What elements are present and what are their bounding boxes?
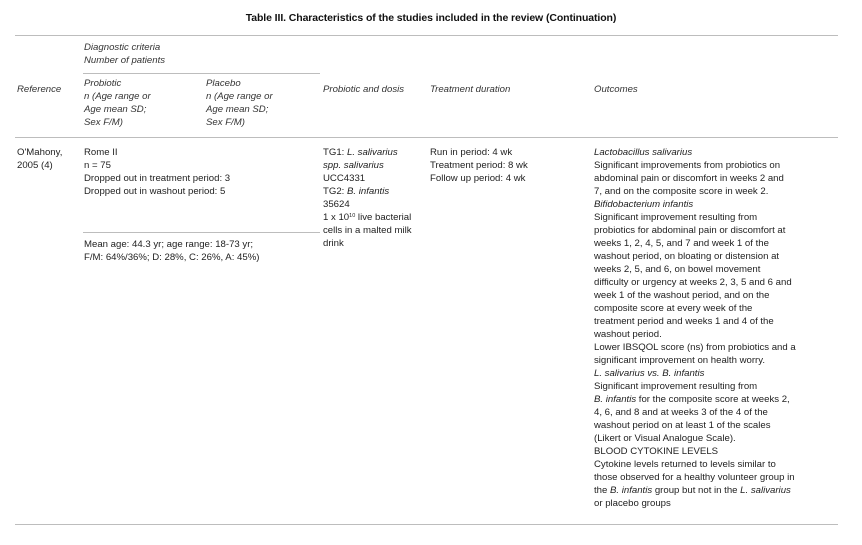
dosis-tg1-strain: UCC4331 xyxy=(323,173,366,184)
duration-line: Follow up period: 4 wk xyxy=(430,173,526,184)
header-probiotic-line: Age mean SD; xyxy=(84,104,147,115)
outcome-text: the xyxy=(594,485,611,496)
outcome-heading-text: Lactobacillus salivarius xyxy=(594,147,693,158)
outcome-line: washout period. xyxy=(594,329,662,340)
header-diagnostic-line1: Diagnostic criteria xyxy=(84,42,161,53)
header-subrule xyxy=(83,73,320,74)
outcome-line: significant improvement on health worry. xyxy=(594,355,765,366)
header-probiotic-dosis: Probiotic and dosis xyxy=(323,84,405,95)
outcome-line: abdominal pain or discomfort in weeks 2 and xyxy=(594,173,784,184)
header-treatment-duration: Treatment duration xyxy=(430,84,511,95)
outcome-heading-text: Bifidobacterium infantis xyxy=(594,199,694,210)
outcome-line: weeks 2, 5, and 6, on bowel movement xyxy=(594,264,761,275)
diagnostic-line: n = 75 xyxy=(84,160,111,171)
outcome-italic: B. infantis xyxy=(594,394,637,405)
outcome-line: week 1 of the washout period, and on the xyxy=(594,290,770,301)
outcome-heading xyxy=(594,198,796,211)
outcome-line: weeks 1, 2, 4, 5, and 7 and week 1 of the xyxy=(594,238,769,249)
header-diagnostic-criteria xyxy=(84,41,165,67)
header-placebo-line: n (Age range or xyxy=(206,91,273,102)
dosis-line2: cells in a malted milk xyxy=(323,225,412,236)
reference-line: O'Mahony, xyxy=(17,147,63,158)
cell-probiotic-dosis xyxy=(323,146,412,250)
dosis-tg1-sub xyxy=(323,159,412,172)
demographics-line: F/M: 64%/36%; D: 28%, C: 26%, A: 45%) xyxy=(84,252,260,263)
demographics-line: Mean age: 44.3 yr; age range: 18-73 yr; xyxy=(84,239,254,250)
outcome-line: treatment period and weeks 1 and 4 of the xyxy=(594,316,774,327)
outcome-line: probiotics for abdominal pain or discomfort at xyxy=(594,225,786,236)
dosis-dose xyxy=(323,211,412,224)
outcome-line: 7, and on the composite score in week 2. xyxy=(594,186,769,197)
cell-diagnostic xyxy=(84,146,230,198)
header-placebo-line: Placebo xyxy=(206,78,241,89)
outcome-line: Lower IBSQOL score (ns) from probiotics and a xyxy=(594,342,796,353)
dosis-line3: drink xyxy=(323,238,344,249)
outcome-line: difficulty or urgency at weeks 2, 3, 5 and 6 and xyxy=(594,277,792,288)
outcome-text: group but not in the xyxy=(652,485,741,496)
outcome-line: washout period on at least 1 of the scales xyxy=(594,420,771,431)
table-title: Table III. Characteristics of the studies included in the review (Continuation) xyxy=(245,12,617,24)
header-probiotic-line: Sex F/M) xyxy=(84,117,123,128)
outcome-text: for the composite score at weeks 2, xyxy=(636,394,790,405)
outcome-italic: L. salivarius xyxy=(740,485,791,496)
outcome-line: or placebo groups xyxy=(594,498,671,509)
cell-reference xyxy=(17,146,62,172)
reference-line: 2005 (4) xyxy=(17,160,53,171)
outcome-line: Significant improvement resulting from xyxy=(594,212,758,223)
dosis-tg2-species: B. infantis xyxy=(347,186,390,197)
outcome-line: those observed for a healthy volunteer group in xyxy=(594,472,795,483)
header-placebo-line: Sex F/M) xyxy=(206,117,245,128)
header-diagnostic-line2: Number of patients xyxy=(84,55,166,66)
outcome-line: 4, 6, and 8 and at weeks 3 of the 4 of the xyxy=(594,407,768,418)
outcome-line: Significant improvement resulting from xyxy=(594,381,758,392)
dosis-tg2-strain: 35624 xyxy=(323,199,350,210)
duration-line: Treatment period: 8 wk xyxy=(430,160,528,171)
outcome-heading: BLOOD CYTOKINE LEVELS xyxy=(594,446,719,457)
header-reference: Reference xyxy=(17,84,62,95)
outcome-line: washout period, on bloating or distension at xyxy=(594,251,780,262)
diagnostic-line: Dropped out in treatment period: 3 xyxy=(84,173,231,184)
header-probiotic-line: Probiotic xyxy=(84,78,122,89)
dosis-tg2-prefix: TG2: xyxy=(323,186,347,197)
bottom-rule xyxy=(15,524,838,525)
diagnostic-line: Rome II xyxy=(84,147,118,158)
duration-line: Run in period: 4 wk xyxy=(430,147,513,158)
outcome-heading xyxy=(594,146,796,159)
cell-demographics xyxy=(84,238,259,264)
outcome-italic: B. infantis xyxy=(610,485,653,496)
body-subrule xyxy=(83,232,320,233)
header-placebo xyxy=(206,77,273,129)
outcome-heading-text: L. salivarius vs. B. infantis xyxy=(594,368,705,379)
diagnostic-line: Dropped out in washout period: 5 xyxy=(84,186,226,197)
header-probiotic-line: n (Age range or xyxy=(84,91,151,102)
header-probiotic xyxy=(84,77,151,129)
top-rule xyxy=(15,35,838,36)
outcome-line xyxy=(594,393,796,406)
outcome-line: Cytokine levels returned to levels similar to xyxy=(594,459,776,470)
dose-exponent: 10 xyxy=(349,213,356,219)
dosis-tg1-sub-text: spp. salivarius xyxy=(323,160,384,171)
dosis-tg2 xyxy=(323,185,412,198)
cell-treatment-duration xyxy=(430,146,528,185)
outcome-line: Significant improvements from probiotics on xyxy=(594,160,781,171)
dosis-tg1-prefix: TG1: xyxy=(323,147,347,158)
dose-suffix: live bacterial xyxy=(355,212,412,223)
cell-outcomes xyxy=(594,146,796,510)
dosis-tg1 xyxy=(323,146,412,159)
dosis-tg1-species: L. salivarius xyxy=(347,147,398,158)
outcome-line xyxy=(594,484,796,497)
outcome-line: (Likert or Visual Analogue Scale). xyxy=(594,433,736,444)
header-outcomes: Outcomes xyxy=(594,84,638,95)
dose-prefix: 1 x 10 xyxy=(323,212,350,223)
outcome-heading xyxy=(594,367,796,380)
header-placebo-line: Age mean SD; xyxy=(206,104,269,115)
outcome-line: composite score at every week of the xyxy=(594,303,753,314)
header-rule xyxy=(15,137,838,138)
